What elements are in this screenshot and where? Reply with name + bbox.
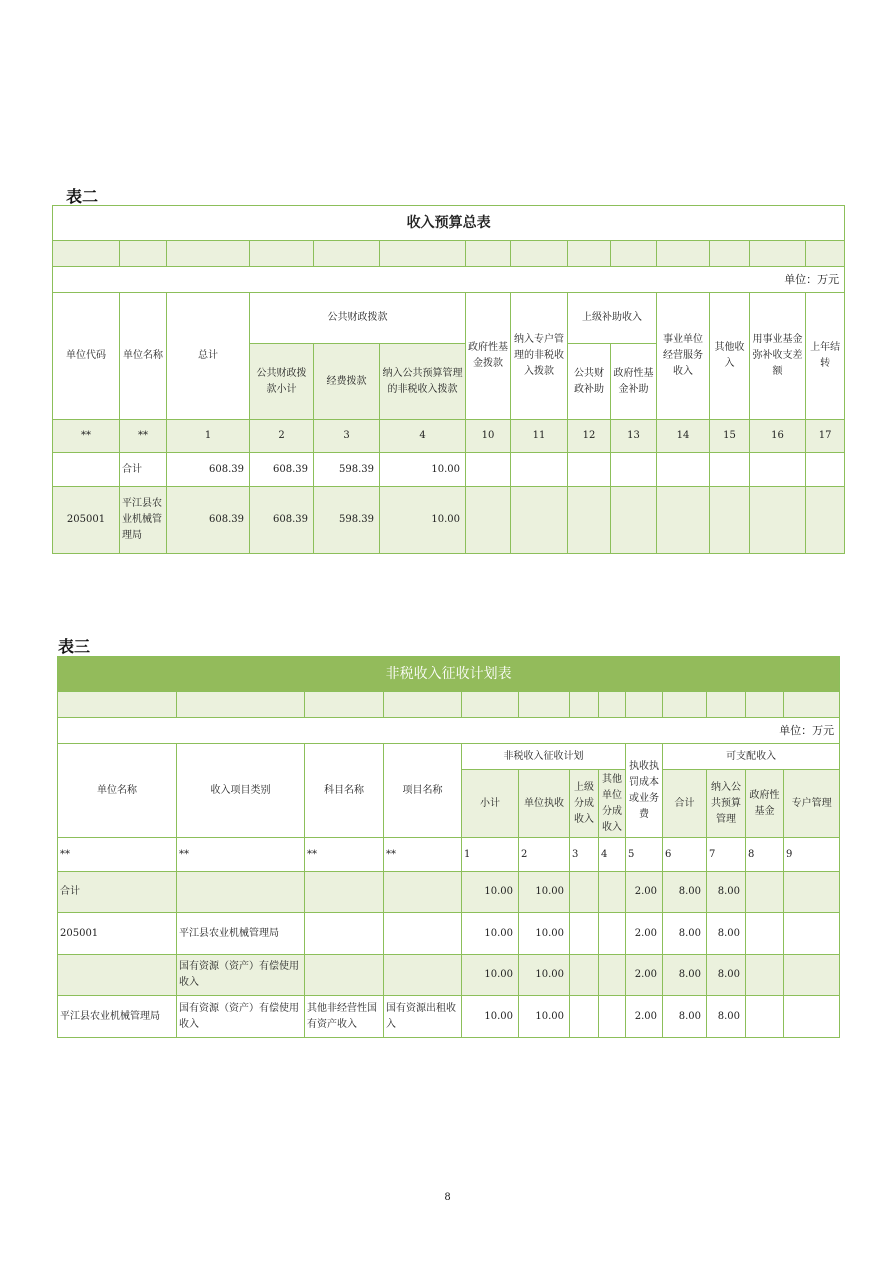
index-cell: 2 [250, 420, 314, 453]
index-cell: 11 [511, 420, 568, 453]
row-total: 8.00 [663, 996, 707, 1038]
header-pf-subtotal: 公共财政拨款小计 [250, 344, 314, 420]
row-collect: 10.00 [519, 913, 570, 955]
income-budget-table [52, 205, 845, 554]
header-gov-fund: 政府性基金拨款 [466, 293, 511, 420]
row-category [177, 872, 305, 913]
header-unit-name: 单位名称 [58, 744, 177, 838]
index-cell: 17 [806, 420, 845, 453]
index-cell: ** [177, 838, 305, 872]
header-income-category: 收入项目类别 [177, 744, 305, 838]
row-collect: 10.00 [519, 872, 570, 913]
row-subject [305, 913, 384, 955]
row-unit: 平江县农业机械管理局 [58, 996, 177, 1038]
table3-label: 表三 [58, 637, 91, 656]
row-total: 608.39 [167, 487, 250, 554]
row-cost: 2.00 [626, 872, 663, 913]
index-cell: ** [58, 838, 177, 872]
index-cell: 10 [466, 420, 511, 453]
row-subject [305, 872, 384, 913]
row-cost: 2.00 [626, 913, 663, 955]
index-cell: 1 [167, 420, 250, 453]
header-subject-name: 科目名称 [305, 744, 384, 838]
header-penalty-cost: 执收执罚成本或业务费 [626, 744, 663, 838]
index-cell: 9 [784, 838, 840, 872]
header-collection-plan: 非税收入征收计划 [462, 744, 626, 770]
header-business-income: 事业单位经营服务收入 [657, 293, 710, 420]
header-total: 总计 [167, 293, 250, 420]
header-gov-fund: 政府性基金 [746, 770, 784, 838]
row-name: 平江县农业机械管理局 [120, 487, 167, 554]
index-cell: 16 [750, 420, 806, 453]
row-subject: 其他非经营性国有资产收入 [305, 996, 384, 1038]
row-public: 8.00 [707, 996, 746, 1038]
header-pf-funding: 经费拨款 [314, 344, 380, 420]
row-category: 国有资源（资产）有偿使用收入 [177, 955, 305, 996]
nontax-collection-table [57, 656, 840, 1038]
index-cell: 6 [663, 838, 707, 872]
header-other-share: 其他单位分成收入 [599, 770, 626, 838]
index-cell: ** [384, 838, 462, 872]
row-public: 8.00 [707, 913, 746, 955]
row-total: 8.00 [663, 913, 707, 955]
table3-title: 非税收入征收计划表 [58, 657, 840, 692]
index-cell: ** [305, 838, 384, 872]
row-total: 8.00 [663, 872, 707, 913]
row-subtotal: 10.00 [462, 955, 519, 996]
row-category: 平江县农业机械管理局 [177, 913, 305, 955]
row-total: 608.39 [167, 453, 250, 487]
row-subtotal: 10.00 [462, 872, 519, 913]
row-collect: 10.00 [519, 955, 570, 996]
row-unit: 205001 [58, 913, 177, 955]
table-row [58, 872, 840, 913]
row-pf-subtotal: 608.39 [250, 487, 314, 554]
row-total: 8.00 [663, 955, 707, 996]
header-special-account: 专户管理 [784, 770, 840, 838]
index-cell: 8 [746, 838, 784, 872]
row-pf-nontax: 10.00 [380, 487, 466, 554]
index-cell: 12 [568, 420, 611, 453]
table-row [53, 487, 845, 554]
table2-title: 收入预算总表 [53, 206, 845, 241]
row-subtotal: 10.00 [462, 996, 519, 1038]
row-pf-funding: 598.39 [314, 487, 380, 554]
row-cost: 2.00 [626, 996, 663, 1038]
header-public-budget: 纳入公共预算管理 [707, 770, 746, 838]
table3-unit: 单位：万元 [58, 718, 840, 744]
header-upper-subsidy: 上级补助收入 [568, 293, 657, 344]
index-cell: 5 [626, 838, 663, 872]
row-pf-subtotal: 608.39 [250, 453, 314, 487]
row-category: 国有资源（资产）有偿使用收入 [177, 996, 305, 1038]
page-number: 8 [444, 1192, 451, 1203]
index-cell: 13 [611, 420, 657, 453]
header-unit-collect: 单位执收 [519, 770, 570, 838]
index-cell: 4 [380, 420, 466, 453]
header-carryover: 上年结转 [806, 293, 845, 420]
header-special-nontax: 纳入专户管理的非税收入拨款 [511, 293, 568, 420]
table2-label: 表二 [66, 187, 99, 206]
row-cost: 2.00 [626, 955, 663, 996]
header-other-income: 其他收入 [710, 293, 750, 420]
header-subtotal: 小计 [462, 770, 519, 838]
index-cell: 3 [570, 838, 599, 872]
row-subject [305, 955, 384, 996]
index-cell: 15 [710, 420, 750, 453]
table-row [58, 955, 840, 996]
index-cell: 3 [314, 420, 380, 453]
row-pf-nontax: 10.00 [380, 453, 466, 487]
table-row [53, 453, 845, 487]
table-row [58, 996, 840, 1038]
row-subtotal: 10.00 [462, 913, 519, 955]
header-pf-nontax: 纳入公共预算管理的非税收入拨款 [380, 344, 466, 420]
row-unit [58, 955, 177, 996]
row-public: 8.00 [707, 955, 746, 996]
row-project [384, 955, 462, 996]
header-disposable: 可支配收入 [663, 744, 840, 770]
index-cell: 2 [519, 838, 570, 872]
row-pf-funding: 598.39 [314, 453, 380, 487]
table2-unit: 单位：万元 [53, 267, 845, 293]
header-project-name: 项目名称 [384, 744, 462, 838]
row-public: 8.00 [707, 872, 746, 913]
index-cell: ** [120, 420, 167, 453]
row-project: 国有资源出租收入 [384, 996, 462, 1038]
table-row [58, 913, 840, 955]
header-fund-gap: 用事业基金弥补收支差额 [750, 293, 806, 420]
row-code: 205001 [53, 487, 120, 554]
index-cell: 1 [462, 838, 519, 872]
row-project [384, 913, 462, 955]
header-public-finance: 公共财政拨款 [250, 293, 466, 344]
index-cell: ** [53, 420, 120, 453]
header-upper-share: 上级分成收入 [570, 770, 599, 838]
header-total: 合计 [663, 770, 707, 838]
index-cell: 4 [599, 838, 626, 872]
row-name: 合计 [120, 453, 167, 487]
index-cell: 14 [657, 420, 710, 453]
row-unit: 合计 [58, 872, 177, 913]
header-unit-name: 单位名称 [120, 293, 167, 420]
header-us-gov: 政府性基金补助 [611, 344, 657, 420]
header-unit-code: 单位代码 [53, 293, 120, 420]
index-cell: 7 [707, 838, 746, 872]
row-project [384, 872, 462, 913]
row-collect: 10.00 [519, 996, 570, 1038]
header-us-public: 公共财政补助 [568, 344, 611, 420]
